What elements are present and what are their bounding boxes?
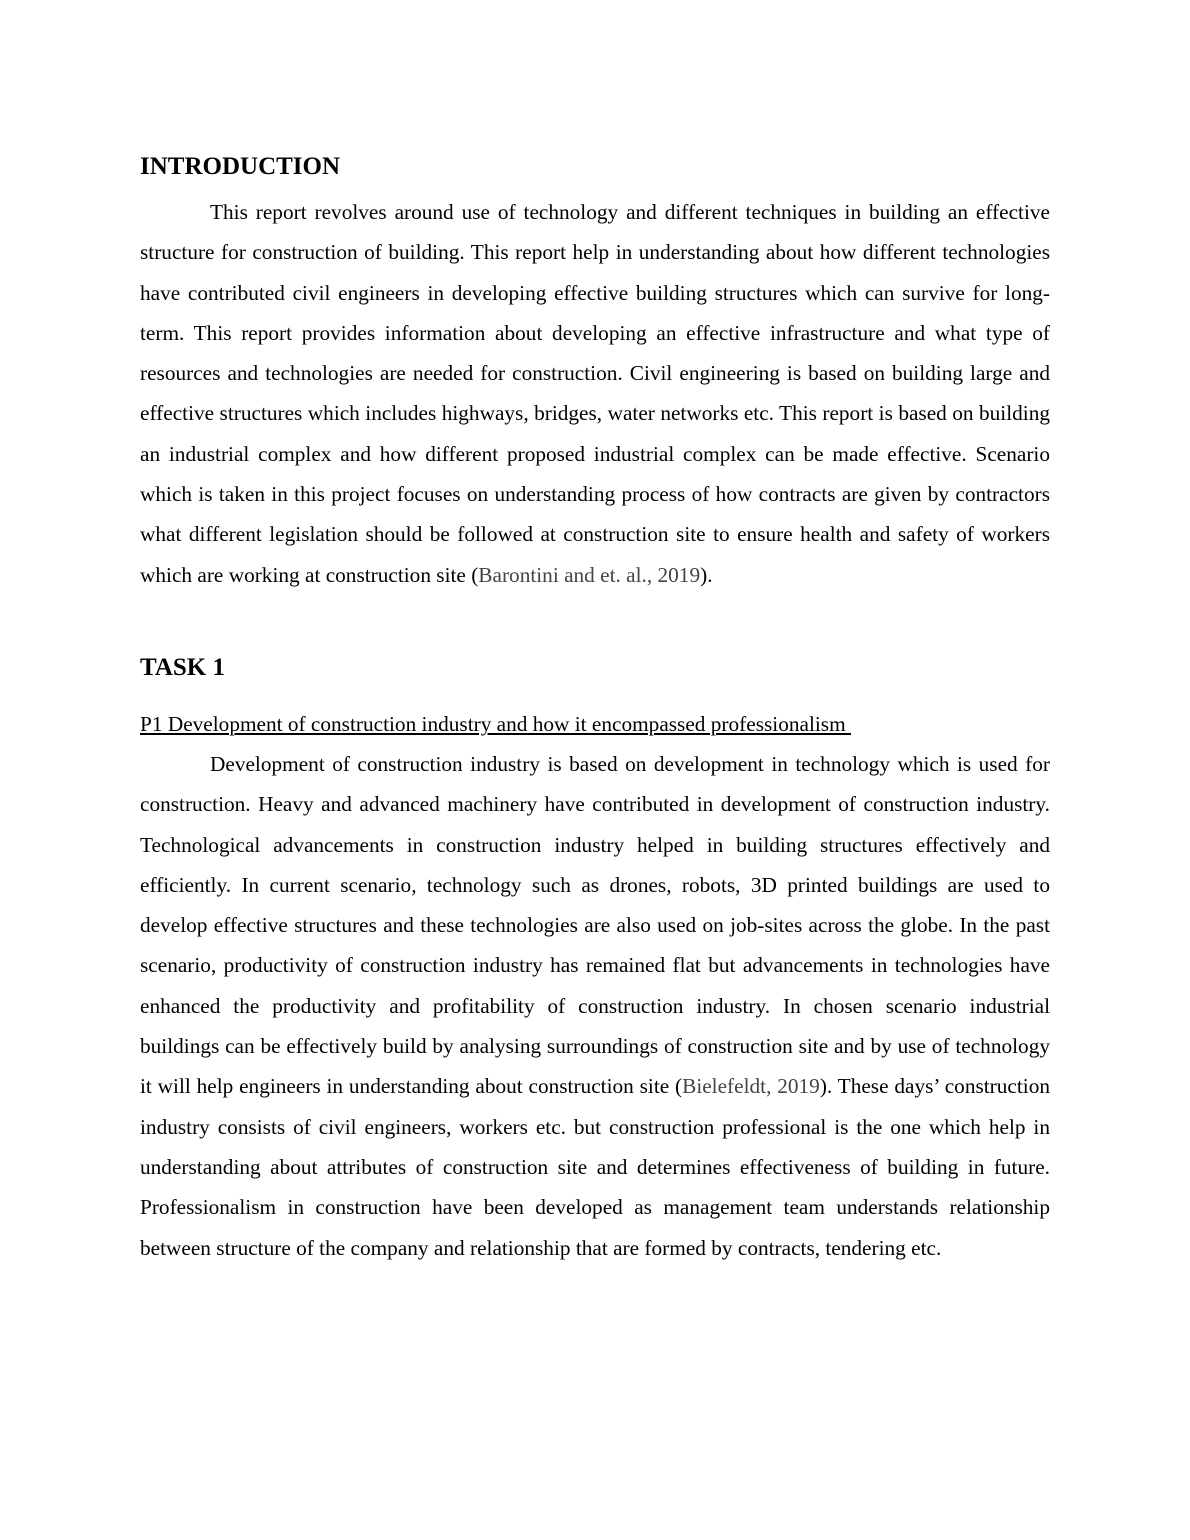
task1-paragraph-text-1: Development of construction industry is based on development in technology which is used for construction. Heavy and advanced machinery have contributed in development of construction industry. Technological advancements in construction industry helped in building structures effectively and efficiently. In current scenario, technology such as drones, robots, 3D printed buildings are used to develop effective structures and these technologies are also used on job-sites across the globe. In the past scenario, productivity of construction industry has remained flat but advancements in technologies have enhanced the productivity and profitability of construction industry. In chosen scenario industrial buildings can be effectively build by analysing surroundings of construction site and by use of technology it will help engineers in understanding about construction site (	[140, 752, 1050, 1099]
introduction-paragraph-text: This report revolves around use of technology and different techniques in building an effective structure for construction of building. This report help in understanding about how different technologies have contributed civil engineers in developing effective building structures which can survive for long-term. This report provides information about developing an effective infrastructure and what type of resources and technologies are needed for construction. Civil engineering is based on building large and effective structures which includes highways, bridges, water networks etc. This report is based on building an industrial complex and how different proposed industrial complex can be made effective. Scenario which is taken in this project focuses on understanding process of how contracts are given by contractors what different legislation should be followed at construction site to ensure health and safety of workers which are working at construction site (	[140, 200, 1050, 587]
task1-paragraph-text-2: ). These days’ construction industry consists of civil engineers, workers etc. but construction professional is the one which help in understanding about attributes of construction site and determines effectiveness of building in future. Professionalism in construction have been developed as management team understands relationship between structure of the company and relationship that are formed by contracts, tendering etc.	[140, 1074, 1050, 1260]
introduction-paragraph	[140, 192, 1050, 595]
introduction-heading: INTRODUCTION	[140, 153, 341, 180]
task1-heading: TASK 1	[140, 654, 225, 681]
introduction-citation: Barontini and et. al., 2019	[478, 562, 701, 587]
task1-paragraph	[140, 744, 1050, 1268]
introduction-paragraph-end: ).	[700, 562, 713, 587]
task1-citation: Bielefeldt, 2019	[682, 1074, 820, 1099]
task1-subheading: P1 Development of construction industry and how it encompassed professionalism	[140, 712, 851, 736]
